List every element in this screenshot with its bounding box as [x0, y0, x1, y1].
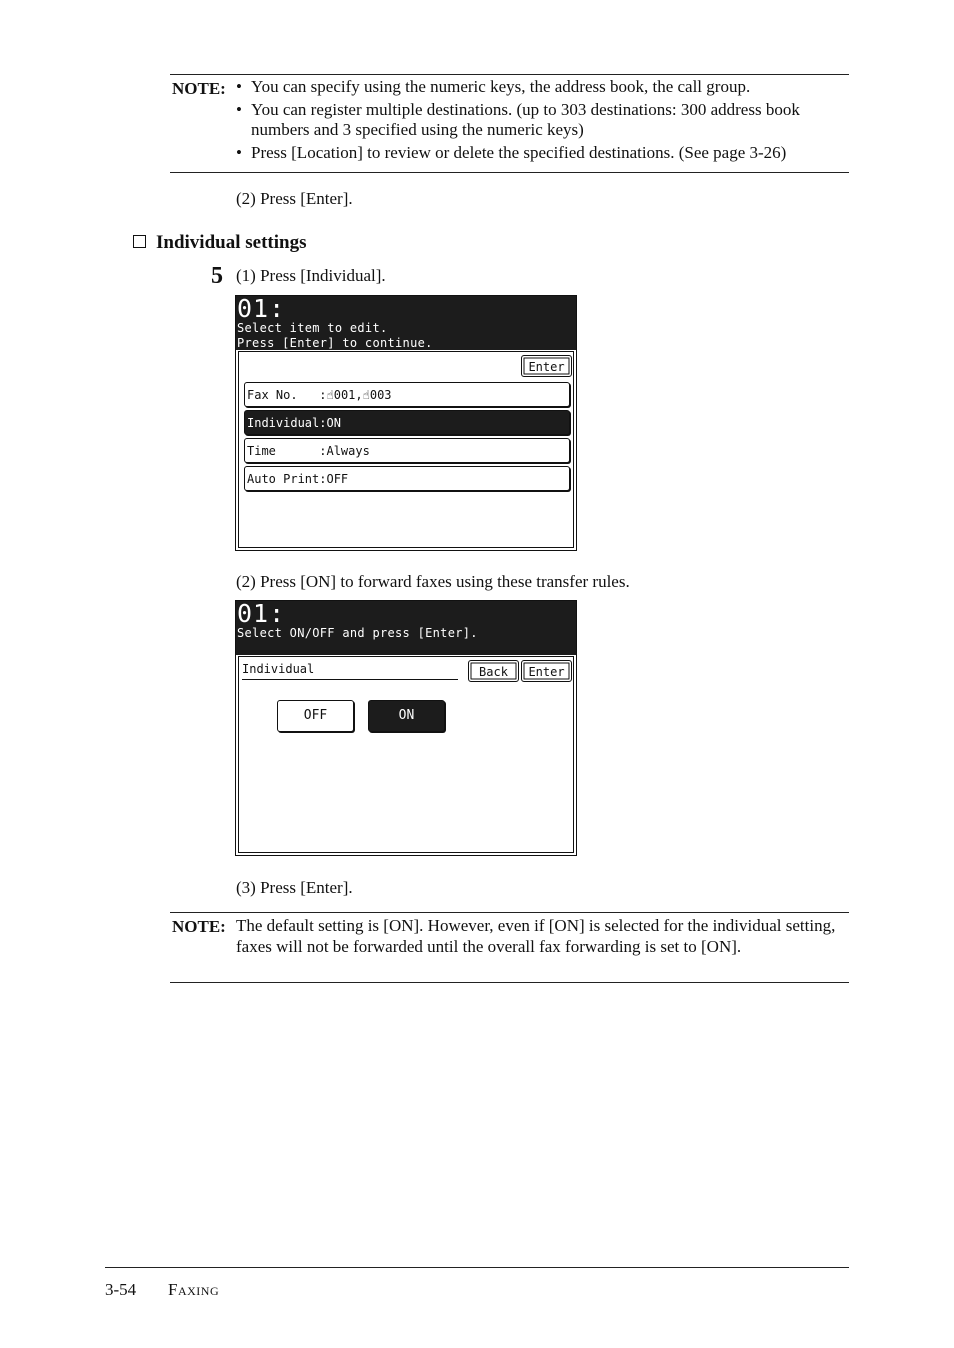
row-label: Time :: [247, 444, 327, 458]
note1-bottom-rule: [170, 172, 849, 173]
hand-icon: ☝: [362, 388, 370, 402]
note1-bullet-list: [236, 77, 846, 166]
note1-bullet-text: Press [Location] to review or delete the specified destinations. (See page 3-26): [251, 143, 787, 162]
row-value: 001,: [333, 388, 363, 402]
bullet-icon: •: [236, 143, 242, 162]
lcd-screen-select-item: [235, 295, 577, 551]
lcd-title: 01:: [237, 599, 286, 628]
lcd-screen-select-on-off: [235, 600, 577, 856]
note1-bullet-text: You can specify using the numeric keys, the address book, the call group.: [251, 77, 751, 96]
step-press-enter-1: (2) Press [Enter].: [236, 189, 353, 208]
row-individual[interactable]: [244, 410, 570, 435]
row-value: OFF: [326, 472, 349, 486]
note1-bullet-text: You can register multiple destinations. (up to 303 destinations: 300 address book numbers and 3 specified using the numeric keys): [251, 100, 800, 139]
lcd-header: [236, 601, 576, 655]
step-number: 5: [211, 263, 223, 289]
step5-sub1: (1) Press [Individual].: [236, 266, 386, 285]
note1-bullet: [236, 143, 846, 163]
note1-label: NOTE:: [172, 79, 226, 98]
bullet-icon: •: [236, 77, 242, 96]
lcd-instruction-1: Select ON/OFF and press [Enter].: [237, 626, 478, 640]
lcd-body: [238, 351, 574, 548]
section-heading: [133, 232, 306, 254]
bullet-icon: •: [236, 100, 242, 119]
page-number: 3-54: [105, 1280, 137, 1299]
step5-sub3: (3) Press [Enter].: [236, 878, 353, 897]
back-button[interactable]: Back: [468, 660, 519, 682]
lcd-instruction-2: Press [Enter] to continue.: [237, 336, 433, 350]
note2-top-rule: [170, 912, 849, 913]
row-value-2: 003: [369, 388, 392, 402]
lcd-header: [236, 296, 576, 350]
on-button[interactable]: ON: [368, 700, 445, 732]
row-label: Individual:: [247, 416, 327, 430]
note1-bullet: [236, 77, 846, 97]
lcd-body: [238, 656, 574, 853]
hand-icon: ☝: [326, 388, 334, 402]
note2-label: NOTE:: [172, 917, 226, 936]
note2-text: The default setting is [ON]. However, even if [ON] is selected for the individual setting, faxes will not be forwarded until the overall fax forwarding is set to [ON].: [236, 916, 836, 956]
row-auto-print[interactable]: [244, 466, 570, 491]
note2-bottom-rule: [170, 982, 849, 983]
field-label: Individual: [242, 660, 458, 680]
step5-sub2: (2) Press [ON] to forward faxes using these transfer rules.: [236, 572, 630, 591]
off-button[interactable]: OFF: [277, 700, 354, 732]
enter-button[interactable]: Enter: [521, 660, 572, 682]
checkbox-icon: [133, 235, 146, 248]
row-label: Fax No. :: [247, 388, 327, 402]
note1-bullet: [236, 100, 846, 140]
note1-top-rule: [170, 74, 849, 75]
row-value: ON: [326, 416, 341, 430]
lcd-title: 01:: [237, 294, 286, 323]
footer-rule: [105, 1267, 849, 1268]
lcd-instruction-1: Select item to edit.: [237, 321, 388, 335]
row-fax-no[interactable]: [244, 382, 570, 407]
row-time[interactable]: [244, 438, 570, 463]
row-label: Auto Print:: [247, 472, 327, 486]
footer-section: Faxing: [168, 1280, 220, 1299]
row-value: Always: [326, 444, 370, 458]
section-title: Individual settings: [156, 232, 307, 253]
enter-button[interactable]: Enter: [521, 355, 572, 377]
